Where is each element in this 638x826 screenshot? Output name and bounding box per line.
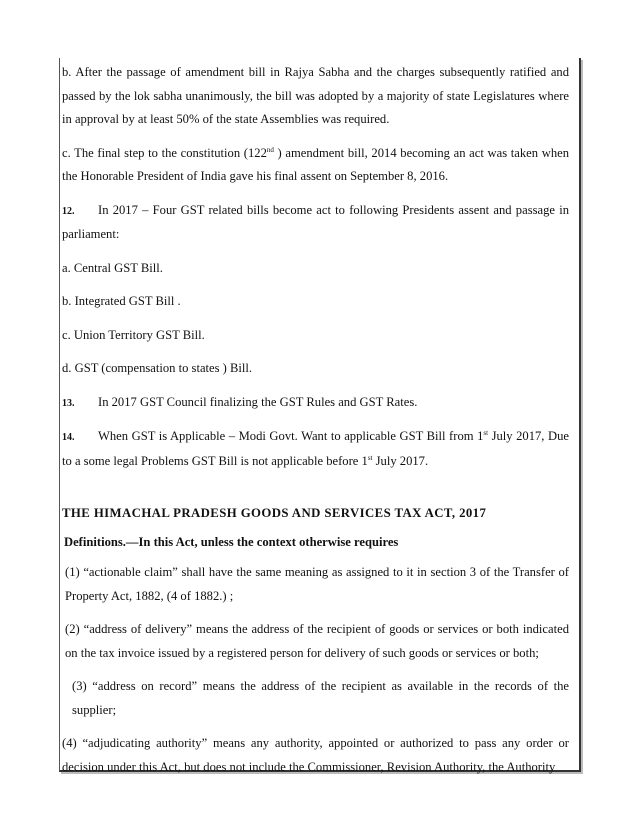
paragraph-c bbox=[62, 142, 569, 189]
document-body bbox=[62, 61, 569, 789]
paragraph-b-text: b. After the passage of amendment bill in Rajya Sabha and the charges subsequently ratified and passed by the lok sabha unanimously, the bill was adopted by a majority of state Legislatures where in approval by at least 50% of the state Assemblies was required. bbox=[62, 65, 569, 126]
item-14-text-2: July 2017, Due to a some legal Problems GST Bill is not applicable before 1 bbox=[62, 429, 569, 468]
definition-4: (4) “adjudicating authority” means any authority, appointed or authorized to pass any order or decision under this Act, but does not include the Commissioner, Revision Authority, the Authority bbox=[62, 736, 569, 774]
definitions-heading: Definitions.—In this Act, unless the context otherwise requires bbox=[64, 535, 399, 549]
item-number-13: 13. bbox=[62, 397, 75, 409]
definition-2: (2) “address of delivery” means the address of the recipient of goods or services or both indicated on the tax invoice issued by a registered person for delivery of such goods or services or both; bbox=[65, 622, 569, 660]
item-13-text: In 2017 GST Council finalizing the GST Rules and GST Rates. bbox=[98, 394, 418, 409]
bill-b: b. Integrated GST Bill . bbox=[62, 294, 181, 308]
item-12-text: In 2017 – Four GST related bills become act to following Presidents assent and passage in parliament: bbox=[62, 202, 569, 241]
superscript-st-2: st bbox=[367, 453, 373, 462]
definition-3: (3) “address on record” means the address of the recipient as available in the records of the supplier; bbox=[72, 679, 569, 717]
paragraph-c-text-2: ) amendment bill, 2014 becoming an act was taken when the Honorable President of India gave his final assent on September 8, 2016. bbox=[62, 145, 569, 183]
item-14 bbox=[62, 425, 569, 473]
item-number-12: 12. bbox=[62, 205, 75, 217]
item-13 bbox=[62, 391, 569, 416]
item-14-text-1: When GST is Applicable – Modi Govt. Want to applicable GST Bill from 1 bbox=[98, 429, 484, 443]
bill-c: c. Union Territory GST Bill. bbox=[62, 327, 205, 342]
act-title: THE HIMACHAL PRADESH GOODS AND SERVICES TAX ACT, 2017 bbox=[62, 506, 487, 520]
bill-d: d. GST (compensation to states ) Bill. bbox=[62, 361, 253, 375]
bill-a: a. Central GST Bill. bbox=[62, 260, 163, 275]
item-14-text-3: July 2017. bbox=[372, 453, 429, 468]
superscript-nd: nd bbox=[266, 145, 274, 154]
item-number-14: 14. bbox=[62, 432, 75, 443]
superscript-st-1: st bbox=[483, 428, 489, 437]
paragraph-b bbox=[62, 61, 569, 132]
paragraph-c-text-1: c. The final step to the constitution (122 bbox=[62, 145, 267, 160]
item-12 bbox=[62, 199, 569, 247]
definition-1: (1) “actionable claim” shall have the same meaning as assigned to it in section 3 of the Transfer of Property Act, 1882, (4 of 1882.) ; bbox=[65, 565, 569, 603]
